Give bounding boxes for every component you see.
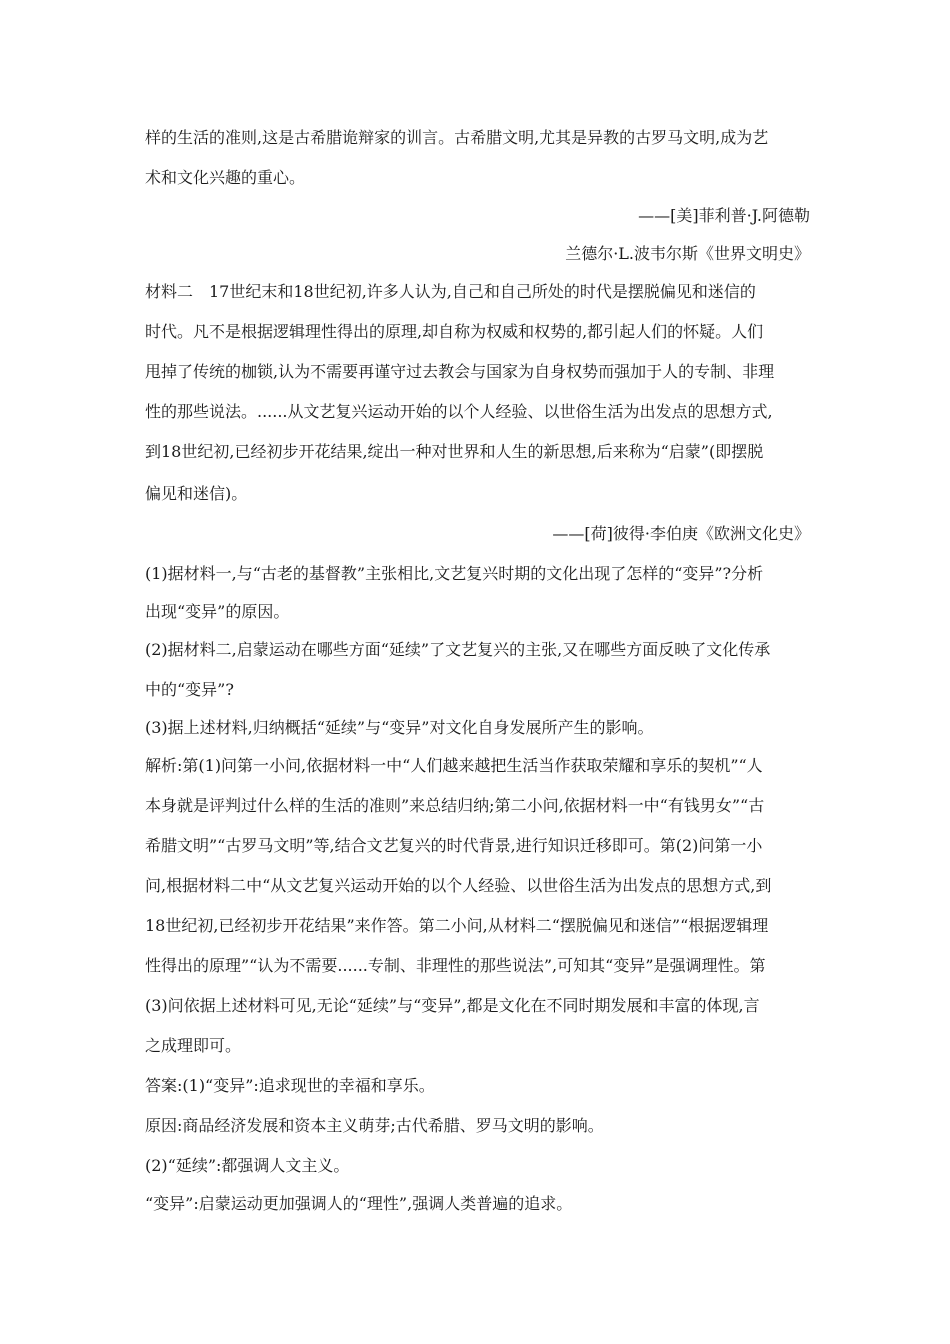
analysis-line: 解析:第(1)问第一小问,依据材料一中“人们越来越把生活当作获取荣耀和享乐的契机”“人 — [145, 756, 763, 775]
analysis-line: 问,根据材料二中“从文艺复兴运动开始的以个人经验、以世俗生活为出发点的思想方式,到 — [145, 876, 772, 895]
analysis-line: 之成理即可。 — [145, 1036, 242, 1055]
analysis-line: (3)问依据上述材料可见,无论“延续”与“变异”,都是文化在不同时期发展和丰富的体现,言 — [145, 996, 760, 1015]
text-line: 样的生活的准则,这是古希腊诡辩家的训言。古希腊文明,尤其是异教的古罗马文明,成为艺 — [145, 128, 769, 147]
citation-line: ——[荷]彼得·李伯庚《欧洲文化史》 — [552, 524, 810, 543]
analysis-line: 本身就是评判过什么样的生活的准则”来总结归纳;第二小问,依据材料一中“有钱男女”“古 — [145, 796, 765, 815]
question-line: 中的“变异”? — [145, 680, 234, 699]
text-line: 到18世纪初,已经初步开花结果,绽出一种对世界和人生的新思想,后来称为“启蒙”(即摆脱 — [145, 442, 764, 461]
text-line: 甩掉了传统的枷锁,认为不需要再谨守过去教会与国家为自身权势而强加于人的专制、非理 — [145, 362, 775, 381]
question-line: 出现“变异”的原因。 — [145, 602, 290, 621]
answer-line: “变异”:启蒙运动更加强调人的“理性”,强调人类普遍的追求。 — [145, 1194, 573, 1213]
question-line: (1)据材料一,与“古老的基督教”主张相比,文艺复兴时期的文化出现了怎样的“变异”?分析 — [145, 564, 764, 583]
analysis-line: 希腊文明”“古罗马文明”等,结合文艺复兴的时代背景,进行知识迁移即可。第(2)问第一小 — [145, 836, 763, 855]
answer-line: 答案:(1)“变异”:追求现世的幸福和享乐。 — [145, 1076, 435, 1095]
answer-line: (2)“延续”:都强调人文主义。 — [145, 1156, 350, 1175]
question-line: (2)据材料二,启蒙运动在哪些方面“延续”了文艺复兴的主张,又在哪些方面反映了文化传承 — [145, 640, 771, 659]
analysis-line: 性得出的原理”“认为不需要......专制、非理性的那些说法”,可知其“变异”是强调理性。第 — [145, 956, 766, 975]
question-line: (3)据上述材料,归纳概括“延续”与“变异”对文化自身发展所产生的影响。 — [145, 718, 654, 737]
analysis-line: 18世纪初,已经初步开花结果”来作答。第二小问,从材料二“摆脱偏见和迷信”“根据逻辑理 — [145, 916, 769, 935]
text-line: 性的那些说法。......从文艺复兴运动开始的以个人经验、以世俗生活为出发点的思想方式, — [145, 402, 773, 421]
answer-line: 原因:商品经济发展和资本主义萌芽;古代希腊、罗马文明的影响。 — [145, 1116, 604, 1135]
text-line: 时代。凡不是根据逻辑理性得出的原理,却自称为权威和权势的,都引起人们的怀疑。人们 — [145, 322, 764, 341]
citation-line: 兰德尔·L.波韦尔斯《世界文明史》 — [565, 244, 810, 263]
text-line: 术和文化兴趣的重心。 — [145, 168, 306, 187]
text-line: 材料二 17世纪末和18世纪初,许多人认为,自己和自己所处的时代是摆脱偏见和迷信的 — [145, 282, 756, 301]
text-line: 偏见和迷信)。 — [145, 484, 248, 503]
citation-line: ——[美]菲利普·J.阿德勒 — [638, 206, 810, 225]
